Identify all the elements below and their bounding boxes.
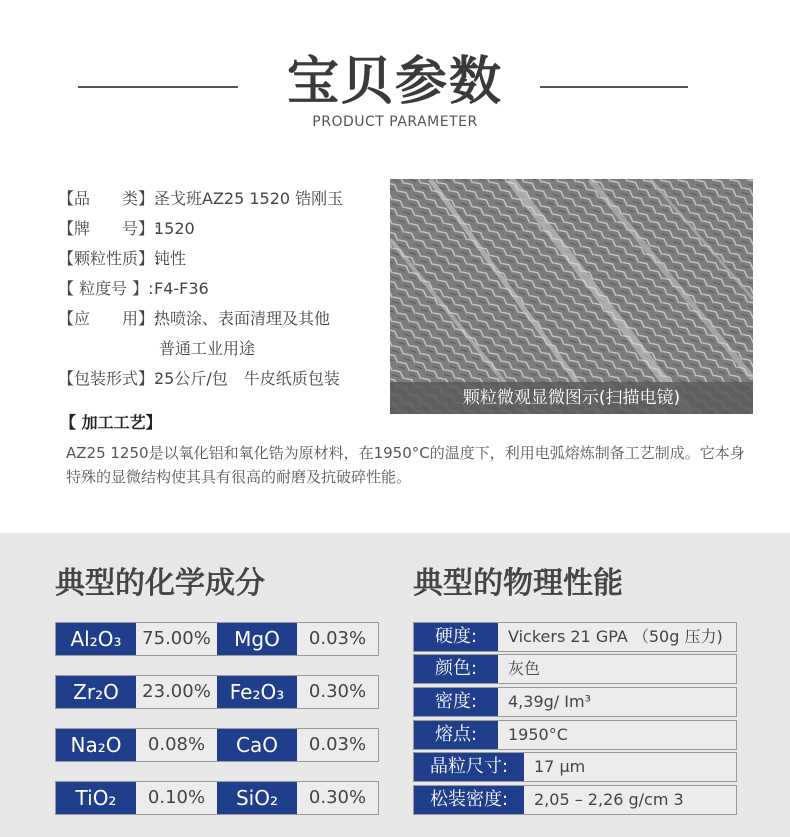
- param-row: [58, 274, 388, 304]
- phys-row: [413, 654, 737, 684]
- phys-value: 灰色: [508, 659, 541, 678]
- phys-label: 晶粒尺寸:: [414, 753, 524, 781]
- chem-row: [55, 675, 379, 709]
- chem-cell: [217, 623, 378, 655]
- chem-value: 0.30%: [308, 681, 367, 702]
- param-value-continued: 普通工业用途: [159, 339, 256, 358]
- chem-formula: TiO₂: [56, 782, 136, 814]
- phys-row: [413, 752, 737, 782]
- param-label: 【包装形式】:: [58, 369, 160, 388]
- phys-value: 2,05 – 2,26 g/cm 3: [534, 790, 684, 809]
- chem-row: [55, 728, 379, 762]
- param-value: 1520: [154, 219, 195, 238]
- chem-cell: [56, 676, 217, 708]
- phys-row: [413, 785, 737, 815]
- chem-formula: MgO: [217, 623, 297, 655]
- phys-row: [413, 622, 737, 652]
- param-value: 圣戈班AZ25 1520 锆刚玉: [154, 189, 344, 208]
- chem-formula: Fe₂O₃: [217, 676, 297, 708]
- param-row: [58, 184, 388, 214]
- param-row: [58, 214, 388, 244]
- chem-value: 0.30%: [308, 787, 367, 808]
- phys-value: 17 µm: [534, 757, 586, 776]
- chem-formula: Zr₂O: [56, 676, 136, 708]
- sem-micrograph-image: [390, 179, 753, 414]
- param-label: 【品 类】:: [58, 189, 160, 208]
- phys-row: [413, 687, 737, 717]
- phys-label: 熔点:: [414, 721, 498, 749]
- chem-cell: [217, 782, 378, 814]
- phys-value: 4,39g/ Im³: [508, 692, 591, 711]
- chem-formula: CaO: [217, 729, 297, 761]
- chem-value: 0.08%: [147, 734, 206, 755]
- chem-cell: [217, 729, 378, 761]
- micrograph-texture: [390, 179, 753, 414]
- param-value: F4-F36: [154, 279, 209, 298]
- phys-label: 密度:: [414, 688, 498, 716]
- phys-value: Vickers 21 GPA （50g 压力): [508, 627, 723, 646]
- chem-value: 0.03%: [308, 734, 367, 755]
- process-description: AZ25 1250是以氧化铝和氧化锆为原材料，在1950°C的温度下，利用电弧熔炼制备工艺制成。它本身特殊的显微结构使其具有很高的耐磨及抗破碎性能。: [66, 444, 745, 486]
- param-value: 钝性: [154, 249, 187, 268]
- micrograph-caption: 颗粒微观显微图示(扫描电镜): [390, 382, 753, 414]
- page-title: 宝贝参数: [286, 52, 503, 112]
- phys-label: 松装密度:: [414, 786, 524, 814]
- chem-formula: Na₂O: [56, 729, 136, 761]
- param-value: 热喷涂、表面清理及其他: [154, 309, 331, 328]
- physical-properties-title: 典型的物理性能: [413, 566, 623, 601]
- phys-value: 1950°C: [508, 725, 568, 744]
- param-value: 25公斤/包 牛皮纸质包装: [154, 369, 340, 388]
- chem-value: 23.00%: [142, 681, 211, 702]
- chem-row: [55, 781, 379, 815]
- param-label: 【颗粒性质】:: [58, 249, 160, 268]
- chem-composition-title: 典型的化学成分: [55, 566, 265, 601]
- chem-cell: [56, 623, 217, 655]
- param-row: [58, 244, 388, 274]
- chem-value: 0.10%: [147, 787, 206, 808]
- chem-row: [55, 622, 379, 656]
- chem-cell: [56, 782, 217, 814]
- param-row: [58, 304, 388, 334]
- chem-value: 0.03%: [308, 628, 367, 649]
- param-list: [58, 184, 388, 394]
- process-heading: 【 加工工艺】: [60, 413, 162, 432]
- chem-formula: SiO₂: [217, 782, 297, 814]
- page-subtitle: PRODUCT PARAMETER: [312, 114, 478, 130]
- param-label: 【牌 号】:: [58, 219, 160, 238]
- param-label: 【 粒度号 】:: [58, 279, 154, 298]
- chem-cell: [56, 729, 217, 761]
- param-row: [58, 364, 388, 394]
- phys-row: [413, 720, 737, 750]
- chem-formula: Al₂O₃: [56, 623, 136, 655]
- phys-label: 硬度:: [414, 623, 498, 651]
- phys-label: 颜色:: [414, 655, 498, 683]
- chem-cell: [217, 676, 378, 708]
- param-label: 【应 用】:: [58, 309, 160, 328]
- chem-value: 75.00%: [142, 628, 211, 649]
